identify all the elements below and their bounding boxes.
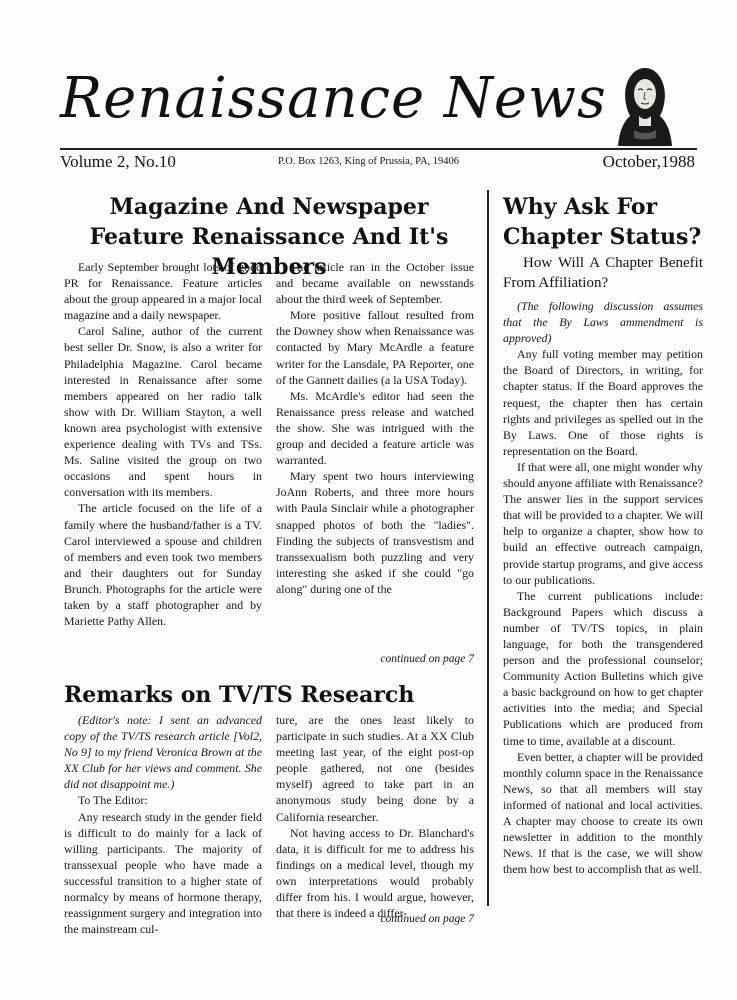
issue-date: October,1988 (602, 152, 695, 171)
continued-note: continued on page 7 (380, 653, 474, 665)
mailing-address: P.O. Box 1263, King of Prussia, PA, 19406 (278, 156, 460, 167)
paragraph: The article focused on the life of a family where the husband/father is a TV. Carol interviewed a spouse and children of members and even took two members and their daughters out for Sunday Brunch. Photographs for the article were taken by a staff photographer and by Mariette Pathy Allen. (64, 501, 262, 629)
article2-column2 (276, 712, 474, 921)
article1-column1 (64, 259, 262, 629)
masthead (60, 66, 607, 146)
mona-lisa-portrait-icon (612, 64, 678, 146)
headline-chapter-status: Why Ask For Chapter Status? (503, 194, 702, 250)
paragraph: Early September brought lots of good PR for Renaissance. Feature articles about the group appeared in a major local magazine and a daily newspaper. (64, 260, 262, 323)
paragraph: Mary spent two hours interviewing JoAnn Roberts, and three more hours with Paula Sinclair while a photographer snapped photos of both the "ladies". Finding the subjects of transvestism and transsexualism both puzzling and very interesting she asked if she could "go along" during one of the (276, 469, 474, 596)
paragraph: Any research study in the gender field is difficult to do mainly for a lack of willing participants. The majority of transsexual people who have made a successful transition to a higher state of normalcy by means of hormone therapy, reassignment surgery and integration into the mainstream cul- (64, 809, 262, 937)
paragraph: Ms. McArdle's editor had seen the Renaissance press release and watched the show. She was intrigued with the group and decided a feature article was warranted. (276, 388, 474, 468)
headline-magazine-feature: Magazine And Newspaper Feature Renaissance And It's Members (89, 194, 449, 280)
masthead-title: Renaissance News (60, 66, 607, 131)
paragraph: The current publications include: Background Papers which discuss a number of TV/TS topics, in plain language, for both the transgendered person and the professional counselor; Community Action Bulletins which give a basic background on how to get chapter activities into the media; and Special Publications which are produced from time to time, available at a discount. (503, 588, 703, 748)
article2-column1 (64, 712, 262, 937)
article1-column2 (276, 259, 474, 597)
paragraph: Carol Saline, author of the current best seller Dr. Snow, is also a writer for Philadelphia Magazine. Carol became interested in Renaissance after some members appeared on her radio talk show with Dr. William Stayton, a well known area psychologist with extensive experience dealing with TVs and TSs. Ms. Saline visited the group on two occasions and spent hours in conversation with its members. (64, 324, 262, 500)
paragraph: Even better, a chapter will be provided monthly column space in the Renaissance News, so that all members will stay informed of national and local activities. A chapter may choose to create its own newsletter in addition to the monthly News. If that is the case, we will show them how best to accomplish that as well. (503, 749, 703, 877)
paragraph: Not having access to Dr. Blanchard's data, it is difficult for me to address his findings on a medical level, though my own interpretations would probably differ from his. I would argue, however, that there is indeed a differ- (276, 825, 474, 921)
paragraph: To The Editor: (78, 793, 148, 808)
headline-remarks-research: Remarks on TV/TS Research (64, 682, 415, 708)
article3-column (503, 298, 703, 877)
volume-number: Volume 2, No.10 (60, 152, 176, 171)
column-divider (487, 190, 489, 906)
editors-note: (The following discussion assumes that the By Laws ammendment is approved) (503, 299, 703, 346)
paragraph: If that were all, one might wonder why should anyone affiliate with Renaissance? The answer lies in the support services that will be provided to a chapter. We will help to organize a chapter, show how to build an effective outreach campaign, provide startup programs, and give access to our publications. (503, 459, 703, 587)
editors-note: (Editor's note: I sent an advanced copy of the TV/TS research article [Vol2, No 9] to my friend Veronica Brown at the XX Club for her views and comment. She did not disappoint me.) (64, 713, 262, 792)
issue-bar (60, 148, 697, 172)
paragraph: Any full voting member may petition the Board of Directors, in writing, for chapter status. If the Board approves the request, the chapter then has certain rights and privileges as spelled out in the By Laws. One of those rights is representation on the Board. (503, 347, 703, 458)
continued-note: continued on page 7 (380, 913, 474, 925)
paragraph: ture, are the ones least likely to participate in such studies. At a XX Club meeting last year, of the eight post-op people gathered, not one (besides myself) agreed to take part in an anonymous study being done by a California researcher. (276, 713, 474, 824)
paragraph: More positive fallout resulted from the Downey show when Renaissance was contacted by Mary McArdle a feature writer for the Lansdale, PA Reporter, one of the Gannett dailies (a la USA Today). (276, 308, 474, 387)
paragraph: The article ran in the October issue and became available on newsstands about the third week of September. (276, 260, 474, 307)
subheadline: How Will A Chapter Benefit From Affiliation? (503, 255, 703, 291)
